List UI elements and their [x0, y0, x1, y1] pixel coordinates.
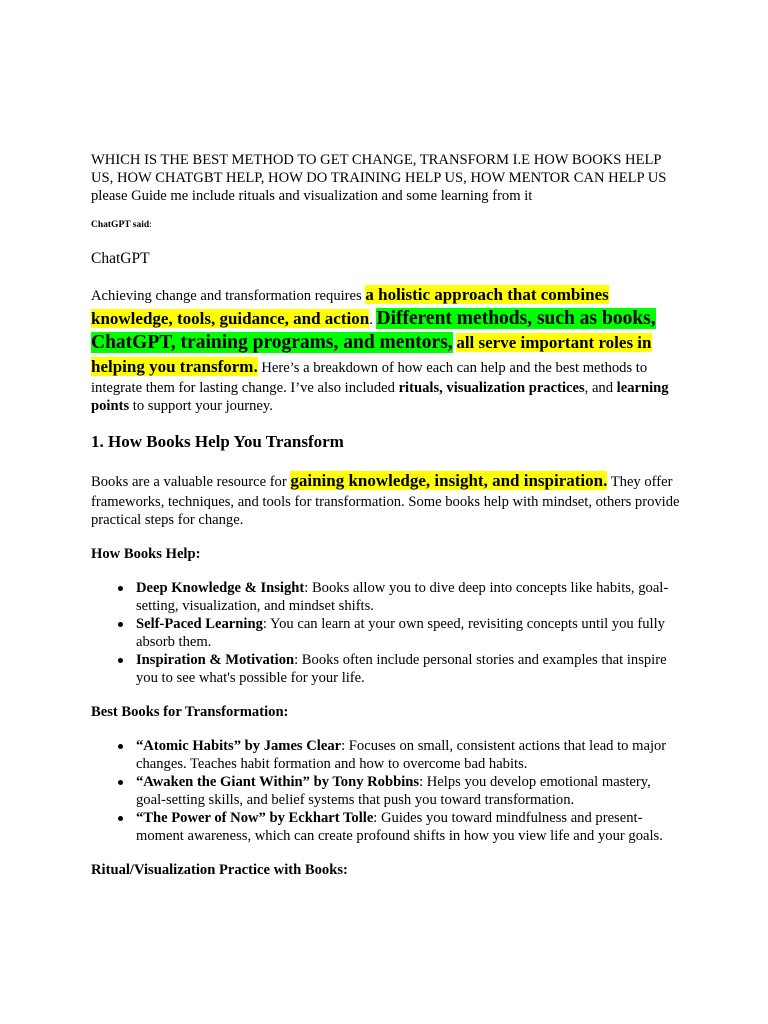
- intro-text-6: to support your journey.: [129, 398, 273, 414]
- list-item: [136, 737, 681, 773]
- document-body: [91, 151, 681, 879]
- list-item-bold: “Awaken the Giant Within” by Tony Robbins: [136, 774, 420, 790]
- ritual-visualization-heading: Ritual/Visualization Practice with Books:: [91, 862, 348, 878]
- list-item-text: : Guides you toward mindfulness and present-moment awareness, which can create profound shifts in how you view life and your goals.: [136, 810, 663, 844]
- user-question: WHICH IS THE BEST METHOD TO GET CHANGE, TRANSFORM I.E HOW BOOKS HELP US, HOW CHATGBT HELP, HOW DO TRAINING HELP US, HOW MENTOR CAN HELP US please Guide me include rituals and visualization and some learning from it: [91, 152, 667, 204]
- intro-highlight-yellow-2: all serve important roles in helping you transform.: [91, 333, 652, 376]
- list-item-bold: Self-Paced Learning: [136, 616, 263, 632]
- said-colon: :: [149, 220, 152, 230]
- best-books-list: [91, 737, 681, 845]
- books-paragraph: [91, 469, 681, 529]
- list-item-bold: Inspiration & Motivation: [136, 652, 295, 668]
- section-heading-books: 1. How Books Help You Transform: [91, 432, 344, 451]
- chatgpt-name: ChatGPT: [91, 250, 150, 267]
- list-item-text: : Books often include personal stories and examples that inspire you to see what's possible for your life.: [136, 652, 667, 686]
- how-books-help-heading: How Books Help:: [91, 546, 201, 562]
- books-highlight-yellow: gaining knowledge, insight, and inspiration.: [290, 471, 608, 490]
- intro-bold-2: learning points: [91, 380, 669, 414]
- list-item: [136, 651, 681, 687]
- said-author: ChatGPT said: [91, 220, 150, 230]
- intro-paragraph: [91, 283, 681, 415]
- intro-highlight-green: Different methods, such as books, ChatGPT, training programs, and mentors,: [91, 308, 656, 353]
- list-item: [136, 773, 681, 809]
- intro-text-2: .: [369, 312, 377, 328]
- list-item-bold: “Atomic Habits” by James Clear: [136, 738, 342, 754]
- intro-highlight-yellow-1: a holistic approach that combines knowledge, tools, guidance, and action: [91, 285, 609, 328]
- chatgpt-said-label: [91, 219, 681, 231]
- intro-text-4: Here’s a breakdown of how each can help and the best methods to integrate them for lasting change. I’ve also included: [91, 360, 648, 396]
- list-item-bold: Deep Knowledge & Insight: [136, 580, 305, 596]
- list-item-text: : Books allow you to dive deep into concepts like habits, goal-setting, visualization, and mindset shifts.: [136, 580, 669, 614]
- how-books-help-list: [91, 579, 681, 687]
- list-item-bold: “The Power of Now” by Eckhart Tolle: [136, 810, 374, 826]
- list-item-text: : You can learn at your own speed, revisiting concepts until you fully absorb them.: [136, 616, 665, 650]
- intro-bold-1: rituals, visualization practices: [398, 380, 585, 396]
- list-item: [136, 579, 681, 615]
- list-item-text: : Helps you develop emotional mastery, goal-setting skills, and belief systems that push you toward transformation.: [136, 774, 651, 808]
- books-text-2: They offer frameworks, techniques, and tools for transformation. Some books help with mindset, others provide practical steps for change.: [91, 474, 680, 528]
- list-item: [136, 809, 681, 845]
- books-text-1: Books are a valuable resource for: [91, 474, 291, 490]
- intro-text-1: Achieving change and transformation requires: [91, 288, 366, 304]
- best-books-heading: Best Books for Transformation:: [91, 704, 289, 720]
- list-item: [136, 615, 681, 651]
- intro-text-5: , and: [584, 380, 617, 396]
- list-item-text: : Focuses on small, consistent actions that lead to major changes. Teaches habit formation and how to overcome bad habits.: [136, 738, 667, 772]
